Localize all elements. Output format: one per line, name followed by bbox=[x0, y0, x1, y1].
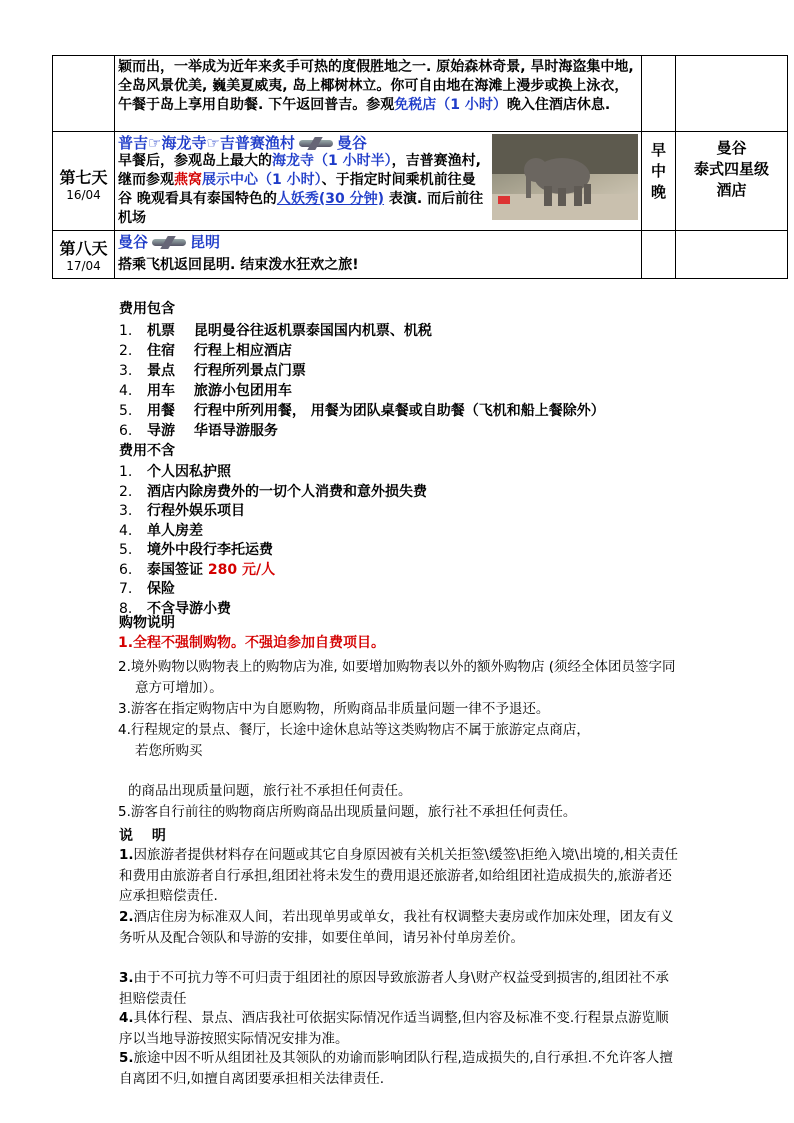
excluded-item bbox=[119, 481, 427, 501]
excluded-item-number: 7. bbox=[119, 581, 133, 597]
shopping-item-4: 4.行程规定的景点、餐厅，长途中途休息站等这类购物店不属于旅游定点商店， bbox=[118, 722, 590, 738]
excluded-item-text: 行程外娱乐项目 bbox=[147, 503, 245, 519]
excluded-item bbox=[119, 539, 273, 559]
temple-stop: 海龙寺（1 小时半） bbox=[272, 153, 392, 169]
shopping-item-4-end: 的商品出现质量问题，旅行社不承担任何责任。 bbox=[128, 783, 412, 799]
included-item-number: 5. bbox=[119, 403, 133, 419]
meal-lunch: 中 bbox=[650, 162, 666, 180]
activity-text: 表演. 而后前往机场 bbox=[118, 191, 484, 226]
notes-item-number: 1. bbox=[119, 847, 134, 863]
meal-dinner: 晚 bbox=[650, 183, 666, 201]
excluded-item bbox=[119, 500, 245, 520]
excluded-item-text: 境外中段行李托运费 bbox=[147, 542, 273, 558]
activity-cell bbox=[115, 231, 642, 279]
plane-icon bbox=[299, 140, 333, 147]
excluded-item-number: 3. bbox=[119, 503, 133, 519]
included-item bbox=[119, 360, 306, 380]
included-item-number: 6. bbox=[119, 423, 133, 439]
day-cell bbox=[53, 132, 115, 231]
route-origin: 普吉☞海龙寺☞吉普赛渔村 bbox=[118, 134, 295, 152]
notes-item-number: 4. bbox=[119, 1010, 134, 1026]
included-item bbox=[119, 400, 605, 420]
excluded-item bbox=[119, 578, 175, 598]
activity-text: 、于指定时间乘机前往曼谷 晚观看具有泰国特色的 bbox=[118, 172, 476, 207]
route-destination: 昆明 bbox=[190, 233, 221, 251]
nest-center-stop: 展示中心（1 小时） bbox=[202, 172, 322, 188]
hotel-cell bbox=[676, 132, 788, 231]
shopping-item-2: 2.境外购物以购物表上的购物店为准, 如要增加购物表以外的额外购物店 (须经全体团员签字同 bbox=[118, 659, 676, 675]
activity-text: 颖而出，一举成为近年来炙手可热的度假胜地之一. 原始森林奇景, 旱时海盗集中地, 全岛风景优美, 巍美夏威夷, 岛上椰树林立。你可自由地在海滩上漫步或换上泳衣，午餐于岛上享用自助餐. 下午返回普吉。参观 bbox=[118, 59, 634, 113]
visa-price: 280 元/人 bbox=[207, 561, 276, 578]
shopping-item-3: 3.游客在指定购物店中为自愿购物，所购商品非质量问题一律不予退还。 bbox=[118, 701, 550, 717]
route-destination: 曼谷 bbox=[336, 134, 367, 152]
included-item-number: 4. bbox=[119, 383, 133, 399]
activity-cell bbox=[115, 132, 642, 231]
shopping-item-2-cont: 意方可增加）。 bbox=[135, 680, 223, 696]
notes-item bbox=[119, 1008, 679, 1049]
activity-text: 早餐后，参观岛上最大的 bbox=[118, 153, 272, 169]
shopping-item-5: 5.游客自行前往的购物商店所购商品出现质量问题，旅行社不承担任何责任。 bbox=[118, 804, 577, 820]
included-item bbox=[119, 320, 432, 340]
hotel-cell-empty bbox=[676, 231, 788, 279]
day-cell bbox=[53, 231, 115, 279]
plane-icon bbox=[152, 239, 186, 246]
meal-cell-empty bbox=[642, 56, 676, 132]
shopping-item-1: 1.全程不强制购物。不强迫参加自费项目。 bbox=[118, 635, 386, 651]
included-item-text: 导游 华语导游服务 bbox=[147, 423, 278, 439]
notes-item-number: 3. bbox=[119, 970, 134, 986]
notes-item-text: 由于不可抗力等不可归责于组团社的原因导致旅游者人身\财产权益受到损害的,组团社不承担赔偿责任 bbox=[119, 970, 669, 1007]
itinerary-row-day8 bbox=[53, 231, 788, 279]
duty-free-stop: 免税店（1 小时） bbox=[394, 97, 507, 113]
notes-item bbox=[119, 907, 679, 948]
excluded-item-text: 保险 bbox=[147, 581, 175, 597]
notes-item-number: 5. bbox=[119, 1050, 134, 1066]
day-date: 16/04 bbox=[66, 187, 101, 202]
notes-heading: 说 明 bbox=[119, 828, 166, 844]
activity-text-end: 晚入住酒店休息. bbox=[506, 97, 611, 113]
included-item-number: 1. bbox=[119, 323, 133, 339]
excluded-item-text: 泰国签证 bbox=[147, 561, 208, 578]
hotel-city: 曼谷 bbox=[716, 139, 747, 157]
included-item bbox=[119, 380, 292, 400]
included-item-number: 2. bbox=[119, 343, 133, 359]
excluded-item bbox=[119, 559, 275, 579]
excluded-heading: 费用不含 bbox=[119, 443, 175, 459]
shopping-item-4-cont: 若您所购买 bbox=[135, 743, 203, 759]
excluded-item-text: 酒店内除房费外的一切个人消费和意外损失费 bbox=[147, 483, 427, 500]
excluded-item-number: 6. bbox=[119, 561, 133, 578]
activity-cell bbox=[115, 56, 642, 132]
activity-text: ，吉普赛渔村, 继而参观 bbox=[118, 153, 481, 188]
excluded-item-text: 单人房差 bbox=[147, 522, 203, 539]
day-cell-empty bbox=[53, 56, 115, 132]
meal-breakfast: 早 bbox=[650, 141, 666, 159]
excluded-item-text: 不含导游小费 bbox=[147, 600, 231, 617]
show-stop: 人妖秀(30 分钟) bbox=[276, 191, 385, 207]
included-item bbox=[119, 420, 278, 440]
hotel-cell-empty bbox=[676, 56, 788, 132]
day-date: 17/04 bbox=[66, 259, 101, 273]
included-heading: 费用包含 bbox=[119, 301, 175, 317]
hotel-grade: 泰式四星级 bbox=[693, 160, 769, 178]
hotel-type: 酒店 bbox=[716, 181, 747, 199]
route-line bbox=[118, 233, 638, 251]
day-label: 第八天 bbox=[59, 239, 108, 258]
notes-item-text: 具体行程、景点、酒店我社可依据实际情况作适当调整,但内容及标准不变.行程景点游览顺序以当地导游按照实际情况安排为准。 bbox=[119, 1010, 669, 1047]
excluded-item-number: 2. bbox=[119, 483, 133, 500]
meal-cell bbox=[642, 132, 676, 231]
shopping-heading: 购物说明 bbox=[119, 615, 175, 631]
notes-item bbox=[119, 1048, 679, 1089]
included-item-text: 住宿 行程上相应酒店 bbox=[147, 343, 292, 359]
included-item-text: 用车 旅游小包团用车 bbox=[147, 383, 292, 399]
route-origin: 曼谷 bbox=[118, 233, 149, 251]
activity-text: 搭乘飞机返回昆明. 结束泼水狂欢之旅! bbox=[118, 257, 359, 273]
notes-item-text: 旅途中因不听从组团社及其领队的劝谕而影响团队行程,造成损失的,自行承担.不允许客人擅自离团不归,如擅自离团要承担相关法律责任. bbox=[119, 1050, 673, 1087]
elephant-photo bbox=[492, 134, 638, 220]
day-label: 第七天 bbox=[59, 167, 108, 187]
notes-item-text: 因旅游者提供材料存在问题或其它自身原因被有关机关拒签\缓签\拒绝入境\出境的,相关责任和费用由旅游者自行承担,组团社将未发生的费用退还旅游者,如给组团社造成损失的,旅游者还应承担赔偿责任. bbox=[119, 847, 678, 904]
notes-item-text: 酒店住房为标准双人间，若出现单男或单女，我社有权调整夫妻房或作加床处理，团友有义务听从及配合领队和导游的安排，如要住单间，请另补付单房差价。 bbox=[119, 909, 674, 946]
meal-cell-empty bbox=[642, 231, 676, 279]
excluded-item bbox=[119, 520, 203, 540]
excluded-item-number: 8. bbox=[119, 600, 133, 617]
notes-item bbox=[119, 968, 679, 1009]
nest-word: 燕窝 bbox=[174, 172, 202, 188]
itinerary-row-day7 bbox=[53, 132, 788, 231]
included-item-text: 用餐 行程中所列用餐， 用餐为团队桌餐或自助餐（飞机和船上餐除外） bbox=[147, 403, 605, 419]
included-item-text: 机票 昆明曼谷往返机票泰国国内机票、机税 bbox=[147, 323, 432, 339]
excluded-item-text: 个人因私护照 bbox=[147, 464, 231, 480]
itinerary-row-continued bbox=[53, 56, 788, 132]
included-item bbox=[119, 340, 292, 360]
excluded-item-number: 5. bbox=[119, 542, 133, 558]
excluded-item-number: 4. bbox=[119, 522, 133, 539]
excluded-item-number: 1. bbox=[119, 464, 133, 480]
notes-item bbox=[119, 845, 679, 907]
itinerary-table bbox=[52, 55, 788, 279]
included-item-number: 3. bbox=[119, 363, 133, 379]
included-item-text: 景点 行程所列景点门票 bbox=[147, 363, 306, 379]
excluded-item bbox=[119, 461, 231, 481]
notes-item-number: 2. bbox=[119, 909, 134, 925]
